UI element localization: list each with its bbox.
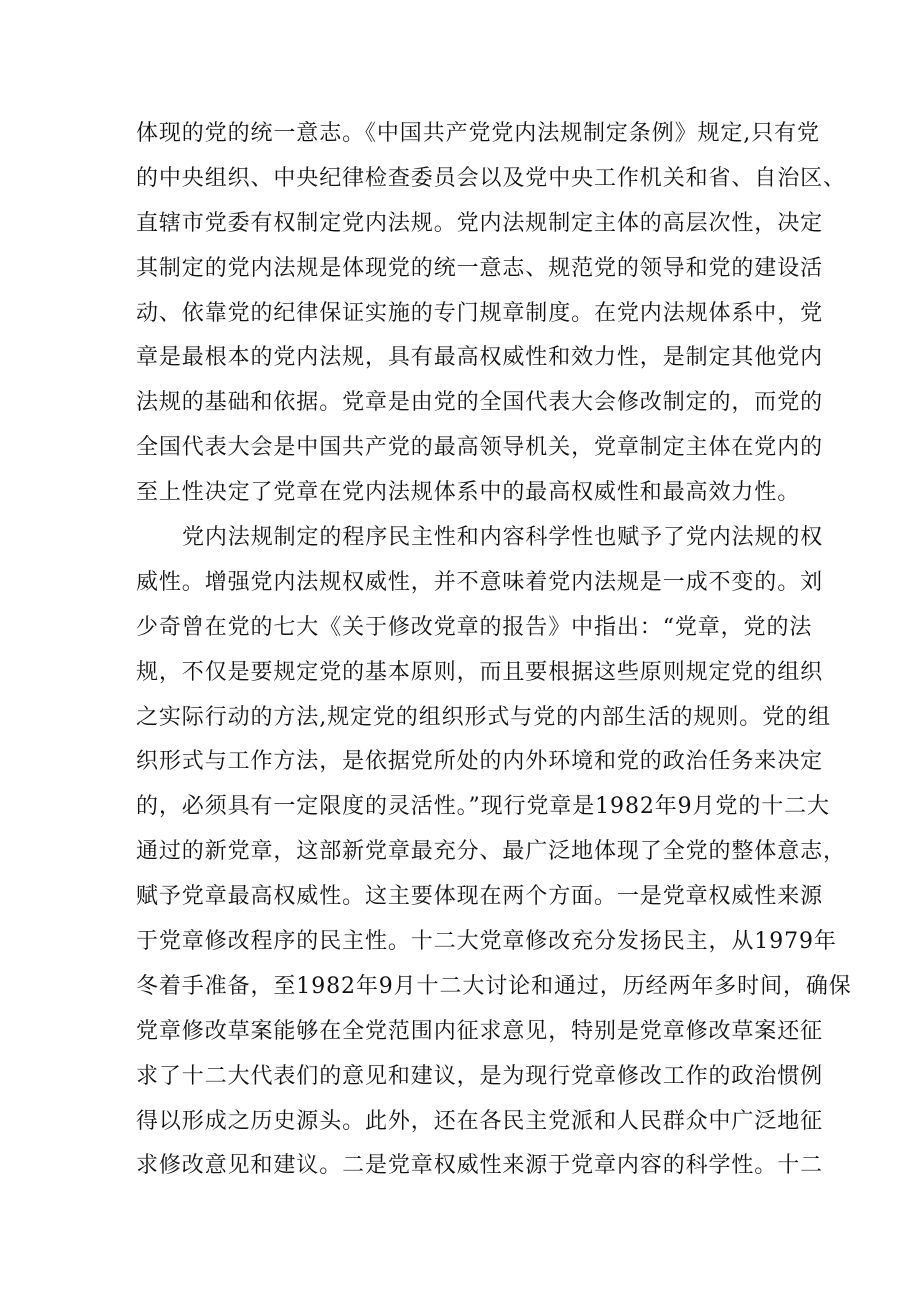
text-line: 少奇曾在党的七大《关于修改党章的报告》中指出：“党章，党的法 [136, 614, 813, 640]
text-line: 全国代表大会是中国共产党的最高领导机关，党章制定主体在党内的 [136, 435, 824, 461]
text-line: 至上性决定了党章在党内法规体系中的最高权威性和最高效力性。 [136, 480, 801, 506]
text-line: 法规的基础和依据。党章是由党的全国代表大会修改制定的，而党的 [136, 390, 824, 416]
text-line: 章是最根本的党内法规，具有最高权威性和效力性，是制定其他党内 [136, 345, 824, 371]
text-line: 求了十二大代表们的意见和建议，是为现行党章修改工作的政治惯例 [136, 1063, 824, 1089]
body-text [136, 112, 852, 1189]
text-line: 求修改意见和建议。二是党章权威性来源于党章内容的科学性。十二 [136, 1153, 824, 1179]
text-line: 其制定的党内法规是体现党的统一意志、规范党的领导和党的建设活 [136, 255, 824, 281]
text-line: 通过的新党章，这部新党章最充分、最广泛地体现了全党的整体意志， [136, 839, 846, 865]
text-line: 党章修改草案能够在全党范围内征求意见，特别是党章修改草案还征 [136, 1018, 824, 1044]
text-line: 动、依靠党的纪律保证实施的专门规章制度。在党内法规体系中，党 [136, 300, 824, 326]
text-line: 赋予党章最高权威性。这主要体现在两个方面。一是党章权威性来源 [136, 884, 824, 910]
text-line: 威性。增强党内法规权威性，并不意味着党内法规是一成不变的。刘 [136, 569, 824, 595]
text-line: 的中央组织、中央纪律检查委员会以及党中央工作机关和省、自治区、 [136, 165, 846, 191]
text-line: 于党章修改程序的民主性。十二大党章修改充分发扬民主，从1979年 [136, 929, 837, 955]
text-line: 得以形成之历史源头。此外，还在各民主党派和人民群众中广泛地征 [136, 1108, 824, 1134]
text-line: 体现的党的统一意志。《中国共产党党内法规制定条例》规定,只有党 [136, 121, 820, 146]
paragraph-first-line: 党内法规制定的程序民主性和内容科学性也赋予了党内法规的权 [182, 525, 824, 551]
text-line: 直辖市党委有权制定党内法规。党内法规制定主体的高层次性，决定 [136, 210, 824, 236]
text-line: 的，必须具有一定限度的灵活性。”现行党章是1982年9月党的十二大 [136, 794, 830, 820]
text-line: 冬着手准备，至1982年9月十二大讨论和通过，历经两年多时间，确保 [136, 973, 852, 999]
text-line: 织形式与工作方法，是依据党所处的内外环境和党的政治任务来决定 [136, 749, 824, 775]
text-line: 规，不仅是要规定党的基本原则，而且要根据这些原则规定党的组织 [136, 659, 824, 685]
text-line: 之实际行动的方法,规定党的组织形式与党的内部生活的规则。党的组 [136, 704, 831, 730]
